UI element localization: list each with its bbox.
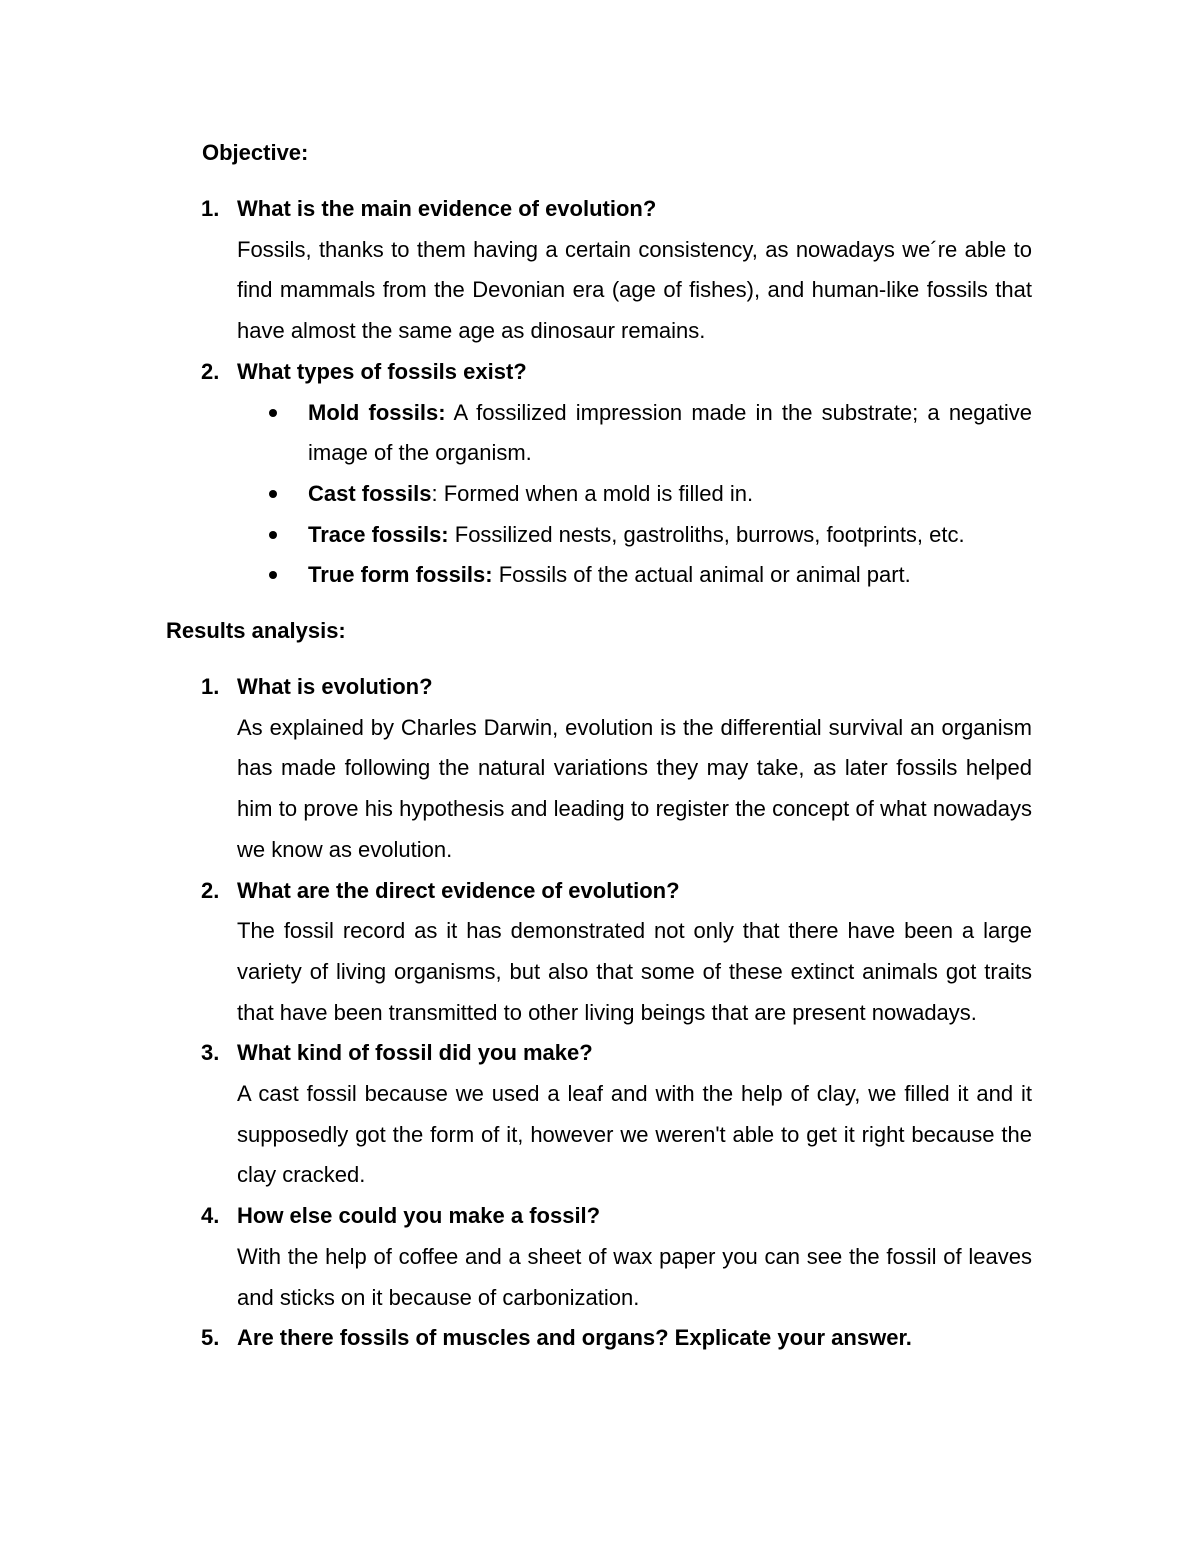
question-number: 1.: [201, 196, 220, 221]
fossil-type-true-form: [237, 555, 1032, 596]
question-text: What are the direct evidence of evolution?: [237, 877, 680, 903]
answer-text: The fossil record as it has demonstrated not only that there have been a large variety of living organisms, but also that some of these extinct animals got traits that have been transmitted to other living beings that are present nowadays.: [237, 918, 1032, 1025]
question-number: 1.: [201, 674, 220, 699]
results-question-4: [166, 1196, 1032, 1318]
objective-heading: Objective:: [202, 140, 309, 165]
question-text: Are there fossils of muscles and organs? Explicate your answer.: [237, 1325, 912, 1351]
results-heading: Results analysis:: [166, 618, 346, 643]
question-number: 2.: [201, 358, 220, 384]
question-text: What types of fossils exist?: [237, 358, 527, 384]
fossil-type-description: : Formed when a mold is filled in.: [431, 480, 754, 506]
answer-text: Fossils, thanks to them having a certain consistency, as nowadays we´re able to find mammals from the Devonian era (age of fishes), and human-like fossils that have almost the same age as dinosaur remains.: [237, 236, 1032, 344]
answer-text: With the help of coffee and a sheet of wax paper you can see the fossil of leaves and sticks on it because of carbonization.: [237, 1243, 1032, 1310]
fossil-type-description: A fossilized impression made in the substrate; a negative image of the organism.: [308, 399, 1032, 466]
fossil-type-term: Cast fossils: [308, 480, 432, 506]
results-question-5: [166, 1318, 1032, 1359]
fossil-type-term: Trace fossils:: [308, 521, 449, 547]
question-number: 2.: [201, 877, 220, 903]
fossil-type-term: True form fossils:: [308, 562, 493, 588]
results-question-list: [166, 667, 1032, 1359]
results-question-3: [166, 1033, 1032, 1196]
objective-question-1: [166, 189, 1032, 352]
question-number: 5.: [201, 1325, 220, 1351]
question-text: What is the main evidence of evolution?: [237, 196, 657, 221]
objective-question-2: [166, 352, 1032, 596]
results-question-2: [166, 871, 1032, 1034]
bullet-icon: [269, 571, 277, 579]
bullet-icon: [269, 490, 277, 498]
bullet-icon: [269, 409, 277, 417]
answer-text: A cast fossil because we used a leaf and with the help of clay, we filled it and it supposedly got the form of it, however we weren't able to get it right because the clay cracked.: [237, 1081, 1032, 1188]
question-text: What kind of fossil did you make?: [237, 1040, 593, 1066]
results-question-1: [166, 667, 1032, 871]
fossil-types-list: [237, 393, 1032, 597]
objective-question-list: [166, 189, 1032, 596]
bullet-icon: [269, 531, 277, 539]
fossil-type-cast: [237, 474, 1032, 515]
question-text: What is evolution?: [237, 674, 433, 699]
question-number: 3.: [201, 1040, 220, 1066]
question-text: How else could you make a fossil?: [237, 1203, 601, 1229]
fossil-type-mold: [237, 393, 1032, 474]
fossil-type-trace: [237, 515, 1032, 556]
answer-text: As explained by Charles Darwin, evolution is the differential survival an organism has made following the natural variations they may take, as later fossils helped him to prove his hypothesis and leading to register the concept of what nowadays we know as evolution.: [237, 714, 1032, 862]
question-number: 4.: [201, 1203, 220, 1229]
fossil-type-description: Fossilized nests, gastroliths, burrows, footprints, etc.: [448, 521, 965, 547]
fossil-type-term: Mold fossils:: [308, 399, 446, 425]
fossil-type-description: Fossils of the actual animal or animal part.: [492, 562, 911, 588]
